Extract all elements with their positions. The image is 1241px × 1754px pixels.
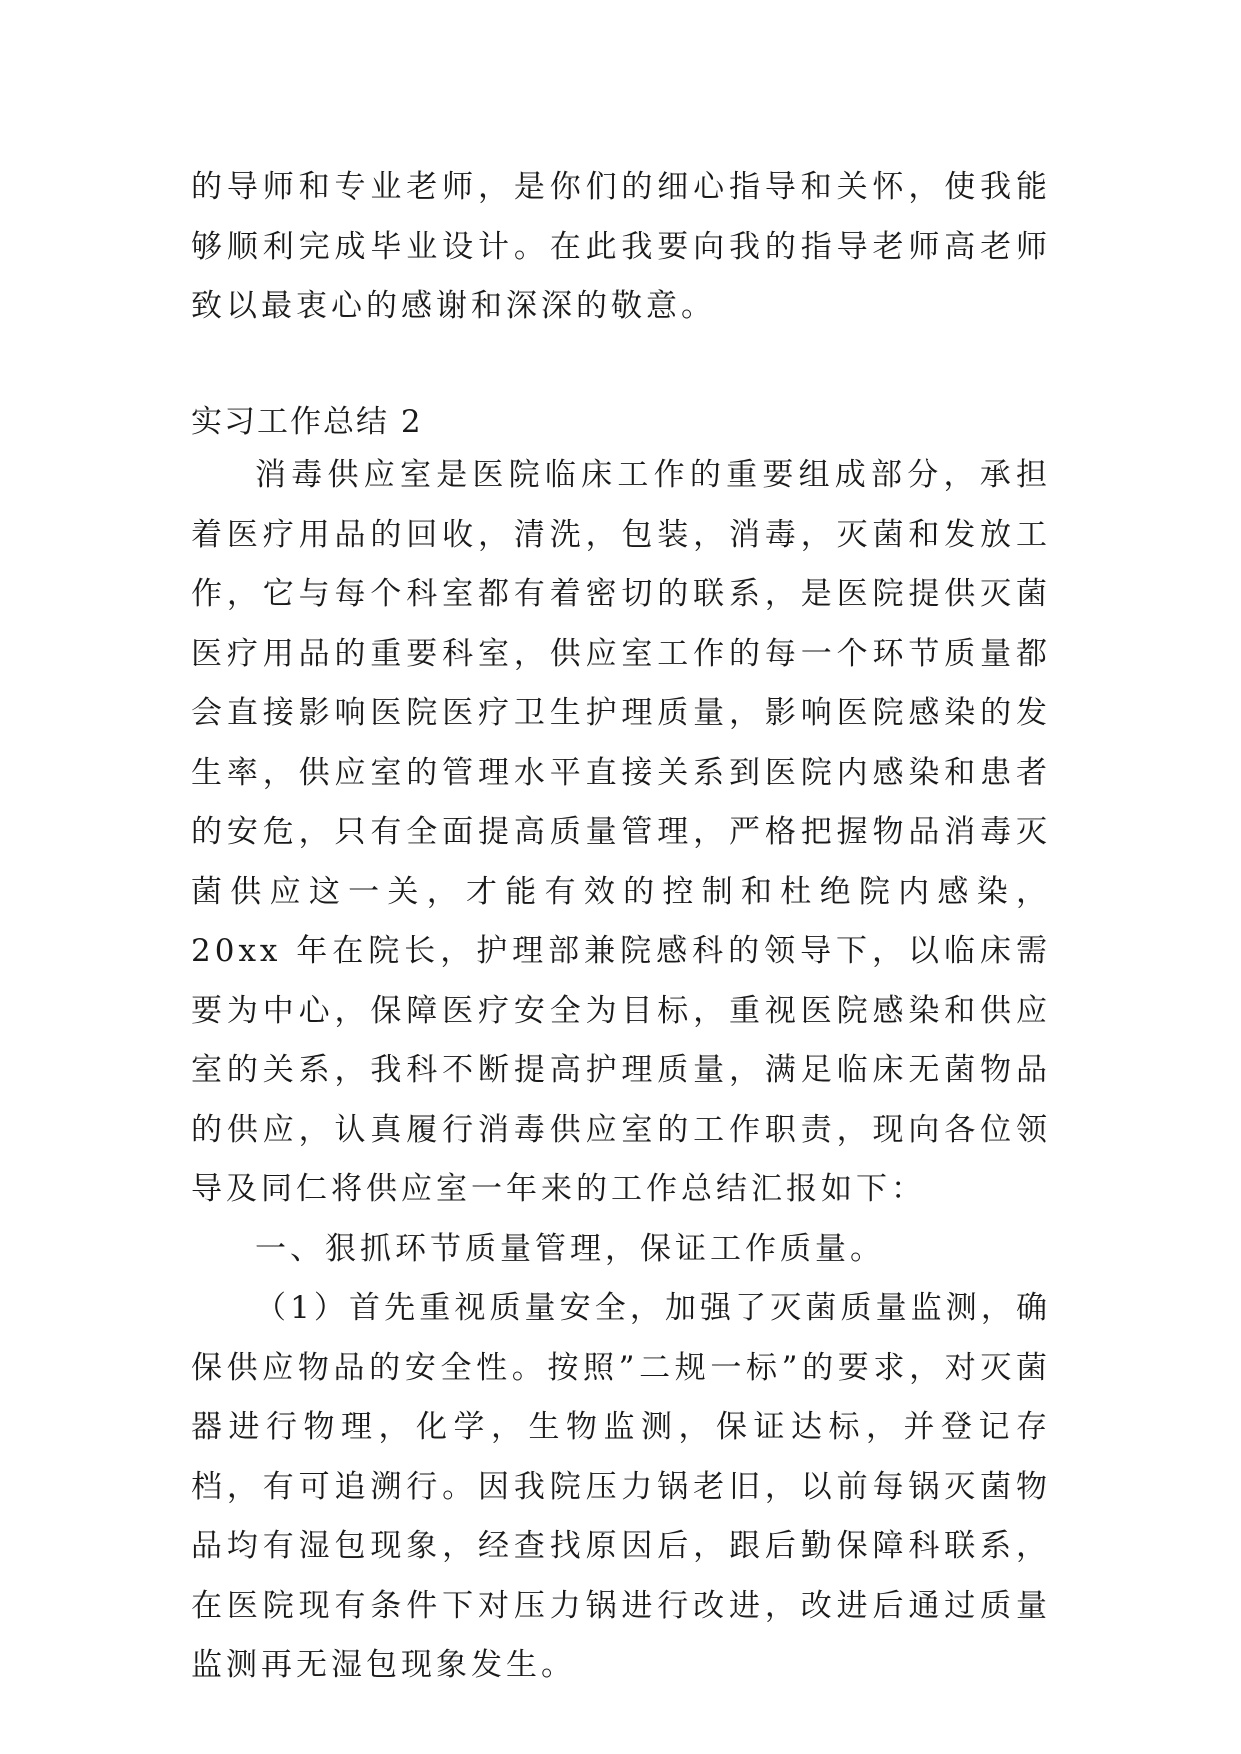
section-title: 实习工作总结 2 <box>191 404 423 440</box>
paragraph-intro-supply-room: 消毒供应室是医院临床工作的重要组成部分，承担着医疗用品的回收，清洗，包装，消毒，灭菌和发放工作，它与每个科室都有着密切的联系，是医院提供灭菌医疗用品的重要科室，供应室工作的每一个环节质量都会直接影响医院医疗卫生护理质量，影响医院感染的发生率，供应室的管理水平直接关系到医院内感染和患者的安危，只有全面提高质量管理，严格把握物品消毒灭菌供应这一关，才能有效的控制和杜绝院内感染，20xx 年在院长，护理部兼院感科的领导下，以临床需要为中心，保障医疗安全为目标，重视医院感染和供应室的关系，我科不断提高护理质量，满足临床无菌物品的供应，认真履行消毒供应室的工作职责，现向各位领导及同仁将供应室一年来的工作总结汇报如下： <box>191 457 1051 1207</box>
body-text <box>191 446 1051 1696</box>
paragraph-heading-quality-management: 一、狠抓环节质量管理，保证工作质量。 <box>255 1230 885 1267</box>
paragraph-quality-safety: （1）首先重视质量安全，加强了灭菌质量监测，确保供应物品的安全性。按照”二规一标”的要求，对灭菌器进行物理，化学，生物监测，保证达标，并登记存档，有可追溯行。因我院压力锅老旧，以前每锅灭菌物品均有湿包现象，经查找原因后，跟后勤保障科联系，在医院现有条件下对压力锅进行改进，改进后通过质量监测再无湿包现象发生。 <box>191 1290 1051 1683</box>
intro-paragraph: 的导师和专业老师，是你们的细心指导和关怀，使我能够顺利完成毕业设计。在此我要向我的指导老师高老师致以最衷心的感谢和深深的敬意。 <box>191 169 1051 324</box>
